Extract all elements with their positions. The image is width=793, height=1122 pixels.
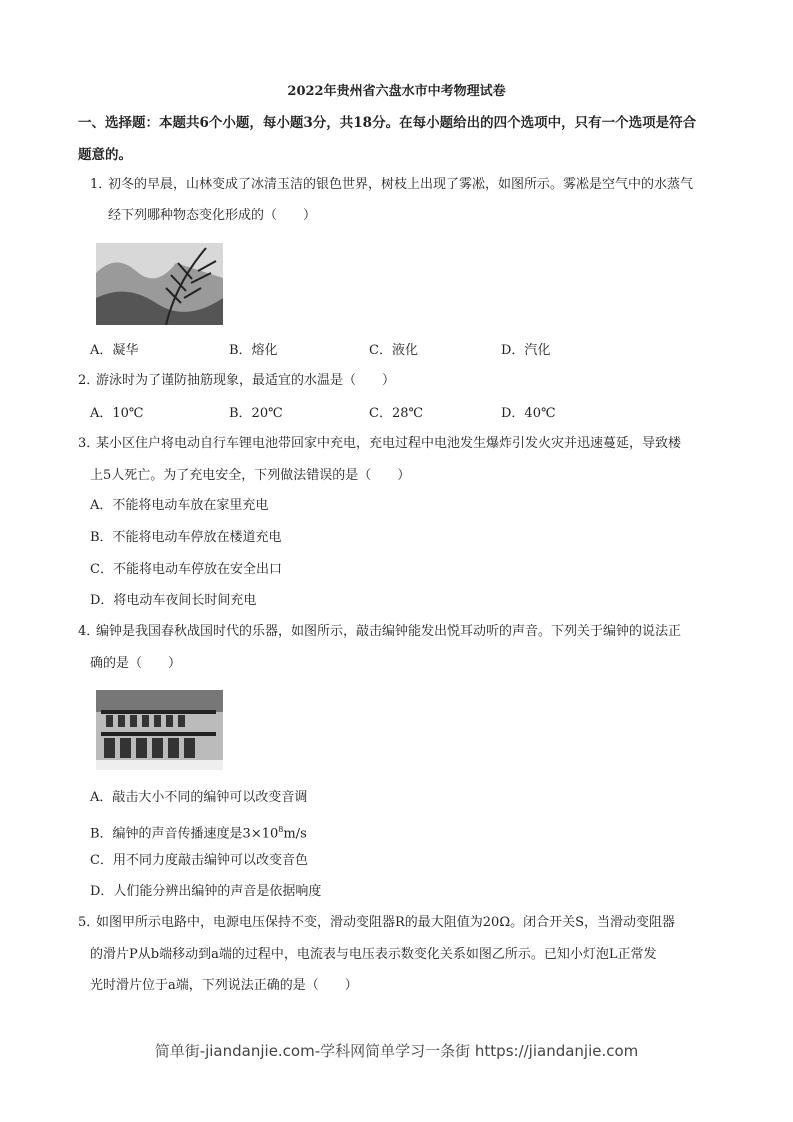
option-b: B．不能将电动车停放在楼道充电 — [90, 530, 282, 545]
option-a: A．凝华 — [90, 343, 139, 358]
section-heading-cont: 题意的。 — [78, 147, 132, 163]
question-text: 如图甲所示电路中，电源电压保持不变，滑动变阻器R的最大阻值为20Ω。闭合开关S，当滑动变阻器 — [96, 915, 676, 930]
question-text: 的滑片P从b端移动到a端的过程中，电流表与电压表示数变化关系如图乙所示。已知小灯泡L正常发 — [90, 947, 657, 962]
option-d: D．将电动车夜间长时间充电 — [90, 593, 257, 608]
option-c: C．不能将电动车停放在安全出口 — [90, 562, 282, 577]
option-b: B．熔化 — [229, 343, 278, 358]
question-number: 3． — [78, 436, 100, 451]
question-text: 上5人死亡。为了充电安全，下列做法错误的是（ ） — [90, 468, 411, 483]
option-a: A．10℃ — [90, 406, 144, 421]
question-number: 2． — [78, 373, 100, 388]
question-text: 经下列哪种物态变化形成的（ ） — [108, 208, 317, 223]
question-text: 某小区住户将电动自行车锂电池带回家中充电，充电过程中电池发生爆炸引发火灾并迅速蔓延，导致楼 — [96, 436, 682, 451]
page-title: 2022年贵州省六盘水市中考物理试卷 — [287, 84, 506, 99]
footer-watermark: 简单街-jiandanjie.com-学科网简单学习一条街 https://jiandanjie.com — [154, 1042, 639, 1060]
question-text: 确的是（ ） — [90, 656, 182, 671]
option-b: B．20℃ — [229, 406, 283, 421]
question-number: 5． — [78, 915, 100, 930]
option-d: D．人们能分辨出编钟的声音是依据响度 — [90, 884, 322, 899]
option-d: D．汽化 — [501, 343, 551, 358]
question-number: 1． — [90, 177, 112, 192]
option-c: C．28℃ — [369, 406, 424, 421]
option-b-unit: m/s — [283, 826, 307, 842]
option-d: D．40℃ — [501, 406, 556, 421]
option-c: C．液化 — [369, 343, 418, 358]
question-text: 初冬的早晨，山林变成了冰清玉洁的银色世界，树枝上出现了雾凇，如图所示。雾凇是空气中的水蒸气 — [108, 177, 694, 192]
option-b-text: B．编钟的声音传播速度是3×10 — [90, 826, 279, 842]
question-text: 光时滑片位于a端，下列说法正确的是（ ） — [90, 978, 358, 993]
question-text: 编钟是我国春秋战国时代的乐器，如图所示，敲击编钟能发出悦耳动听的声音。下列关于编钟的说法正 — [96, 624, 682, 639]
question-number: 4． — [78, 624, 100, 639]
bianzhong-image — [96, 690, 223, 770]
section-heading: 一、选择题：本题共6个小题，每小题3分，共18分。在每小题给出的四个选项中，只有一个选项是符合 — [78, 115, 697, 131]
option-a: A．不能将电动车放在家里充电 — [90, 498, 269, 513]
question-text: 游泳时为了谨防抽筋现象，最适宜的水温是（ ） — [96, 373, 396, 388]
option-c: C．用不同力度敲击编钟可以改变音色 — [90, 853, 308, 868]
rime-image — [96, 243, 223, 325]
option-b-exponent: 8 — [278, 825, 284, 834]
option-a: A．敲击大小不同的编钟可以改变音调 — [90, 790, 308, 805]
option-b — [90, 822, 307, 842]
